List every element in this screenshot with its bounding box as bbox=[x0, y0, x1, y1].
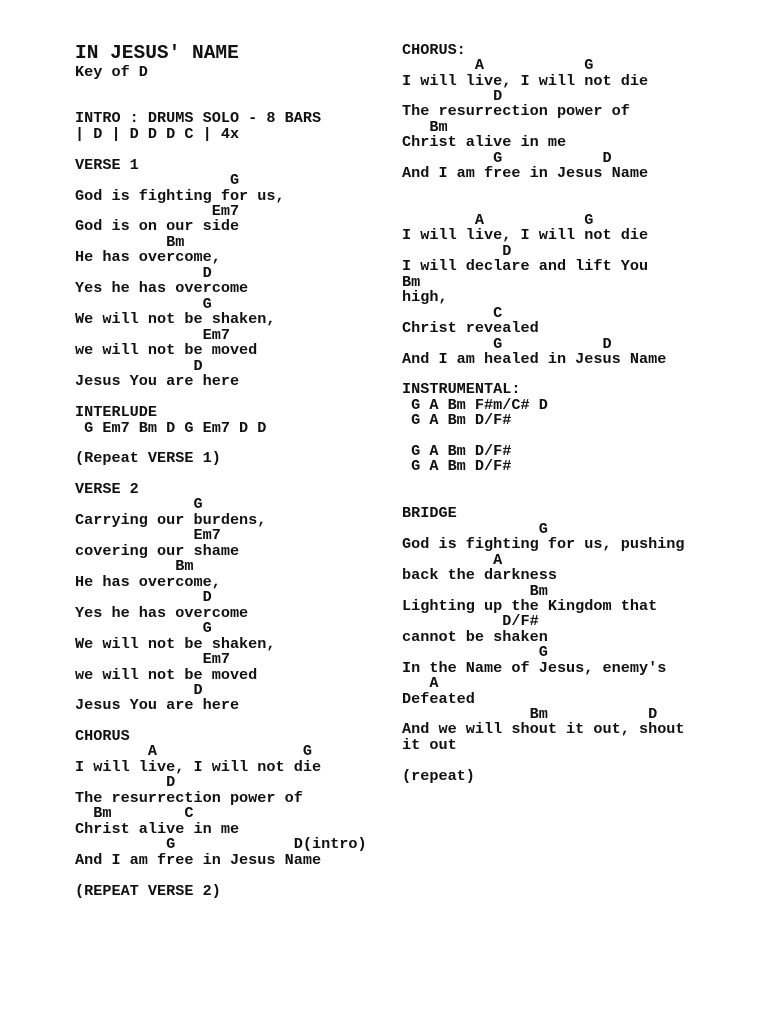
verse1-heading: VERSE 1 bbox=[75, 156, 139, 174]
lyric-line: God is fighting for us, bbox=[75, 187, 285, 205]
lyric-line: Lighting up the Kingdom that bbox=[402, 597, 658, 615]
chord-line: D bbox=[75, 264, 212, 282]
chord-line: G bbox=[402, 520, 548, 538]
instrumental-chords: G A Bm D/F# bbox=[402, 442, 512, 460]
lyric-line: Christ revealed bbox=[402, 319, 539, 337]
lyric-line: He has overcome, bbox=[75, 248, 221, 266]
chord-line: D bbox=[75, 588, 212, 606]
chord-line: G D bbox=[402, 149, 612, 167]
song-title: IN JESUS' NAME bbox=[75, 42, 239, 64]
lyric-line: And I am healed in Jesus Name bbox=[402, 350, 667, 368]
bridge-heading: BRIDGE bbox=[402, 504, 457, 522]
lyric-line: We will not be shaken, bbox=[75, 635, 276, 653]
instrumental-heading: INSTRUMENTAL: bbox=[402, 380, 521, 398]
chorus-heading: CHORUS bbox=[75, 727, 130, 745]
lyric-line: Christ alive in me bbox=[75, 820, 240, 838]
chord-line: Em7 bbox=[75, 526, 221, 544]
lyric-line: covering our shame bbox=[75, 542, 240, 560]
intro-chords: | D | D D D C | 4x bbox=[75, 125, 240, 143]
interlude-heading: INTERLUDE bbox=[75, 403, 158, 421]
chord-line: C bbox=[402, 304, 503, 322]
chord-line: A bbox=[402, 674, 439, 692]
chord-line: A G bbox=[75, 742, 312, 760]
song-key: Key of D bbox=[75, 63, 148, 81]
lyric-line: high, bbox=[402, 288, 448, 306]
chord-line: G bbox=[75, 171, 240, 189]
lyric-line: back the darkness bbox=[402, 566, 557, 584]
chord-line: D bbox=[75, 357, 203, 375]
chord-line: G bbox=[402, 643, 548, 661]
chorus-heading: CHORUS: bbox=[402, 41, 466, 59]
lyric-line: And we will shout it out, shout bbox=[402, 720, 685, 738]
repeat-note: (Repeat VERSE 1) bbox=[75, 449, 221, 467]
chord-line: G bbox=[75, 295, 212, 313]
lyric-line: In the Name of Jesus, enemy's bbox=[402, 659, 667, 677]
chord-line: G D bbox=[402, 335, 612, 353]
lyric-line: Jesus You are here bbox=[75, 696, 240, 714]
chord-line: Bm bbox=[75, 557, 194, 575]
lyric-line: God is on our side bbox=[75, 217, 240, 235]
repeat-note: (REPEAT VERSE 2) bbox=[75, 882, 221, 900]
chord-line: G bbox=[75, 619, 212, 637]
chord-line: Bm bbox=[402, 118, 448, 136]
lyric-line: cannot be shaken bbox=[402, 628, 548, 646]
chord-line: G D(intro) bbox=[75, 835, 367, 853]
chord-line: A G bbox=[402, 211, 594, 229]
lyric-line: And I am free in Jesus Name bbox=[402, 164, 649, 182]
verse2-heading: VERSE 2 bbox=[75, 480, 139, 498]
lyric-line: I will live, I will not die bbox=[402, 226, 649, 244]
chord-line: Bm bbox=[402, 273, 421, 291]
lyric-line: And I am free in Jesus Name bbox=[75, 851, 322, 869]
lyric-line: Jesus You are here bbox=[75, 372, 240, 390]
instrumental-chords: G A Bm D/F# bbox=[402, 411, 512, 429]
chord-line: D bbox=[75, 681, 203, 699]
chord-line: Bm bbox=[402, 582, 548, 600]
intro-heading: INTRO : DRUMS SOLO - 8 BARS bbox=[75, 109, 322, 127]
interlude-chords: G Em7 Bm D G Em7 D D bbox=[75, 419, 267, 437]
lyric-line: we will not be moved bbox=[75, 666, 258, 684]
chord-line: Bm D bbox=[402, 705, 658, 723]
lyric-line: The resurrection power of bbox=[402, 102, 630, 120]
chord-line: D/F# bbox=[402, 612, 539, 630]
chord-line: Bm bbox=[75, 233, 185, 251]
lyric-line: it out bbox=[402, 736, 457, 754]
lyric-line: God is fighting for us, pushing bbox=[402, 535, 685, 553]
lyric-line: Defeated bbox=[402, 690, 475, 708]
lyric-line: I will declare and lift You bbox=[402, 257, 649, 275]
chord-line: Em7 bbox=[75, 326, 230, 344]
lyric-line: We will not be shaken, bbox=[75, 310, 276, 328]
chord-line: Em7 bbox=[75, 202, 240, 220]
lyric-line: Yes he has overcome bbox=[75, 279, 249, 297]
instrumental-chords: G A Bm D/F# bbox=[402, 457, 512, 475]
chord-line: G bbox=[75, 495, 203, 513]
instrumental-chords: G A Bm F#m/C# D bbox=[402, 396, 548, 414]
chord-line: Em7 bbox=[75, 650, 230, 668]
lyric-line: Carrying our burdens, bbox=[75, 511, 267, 529]
repeat-note: (repeat) bbox=[402, 767, 475, 785]
lyric-line: we will not be moved bbox=[75, 341, 258, 359]
lyric-line: I will live, I will not die bbox=[75, 758, 322, 776]
lyric-line: I will live, I will not die bbox=[402, 72, 649, 90]
chord-line: Bm C bbox=[75, 804, 194, 822]
lyric-line: Christ alive in me bbox=[402, 133, 567, 151]
chord-line: D bbox=[402, 87, 503, 105]
chord-line: D bbox=[75, 773, 176, 791]
chord-line: A bbox=[402, 551, 503, 569]
chord-line: D bbox=[402, 242, 512, 260]
lyric-line: He has overcome, bbox=[75, 573, 221, 591]
chord-line: A G bbox=[402, 56, 594, 74]
lyric-line: Yes he has overcome bbox=[75, 604, 249, 622]
lyric-line: The resurrection power of bbox=[75, 789, 303, 807]
